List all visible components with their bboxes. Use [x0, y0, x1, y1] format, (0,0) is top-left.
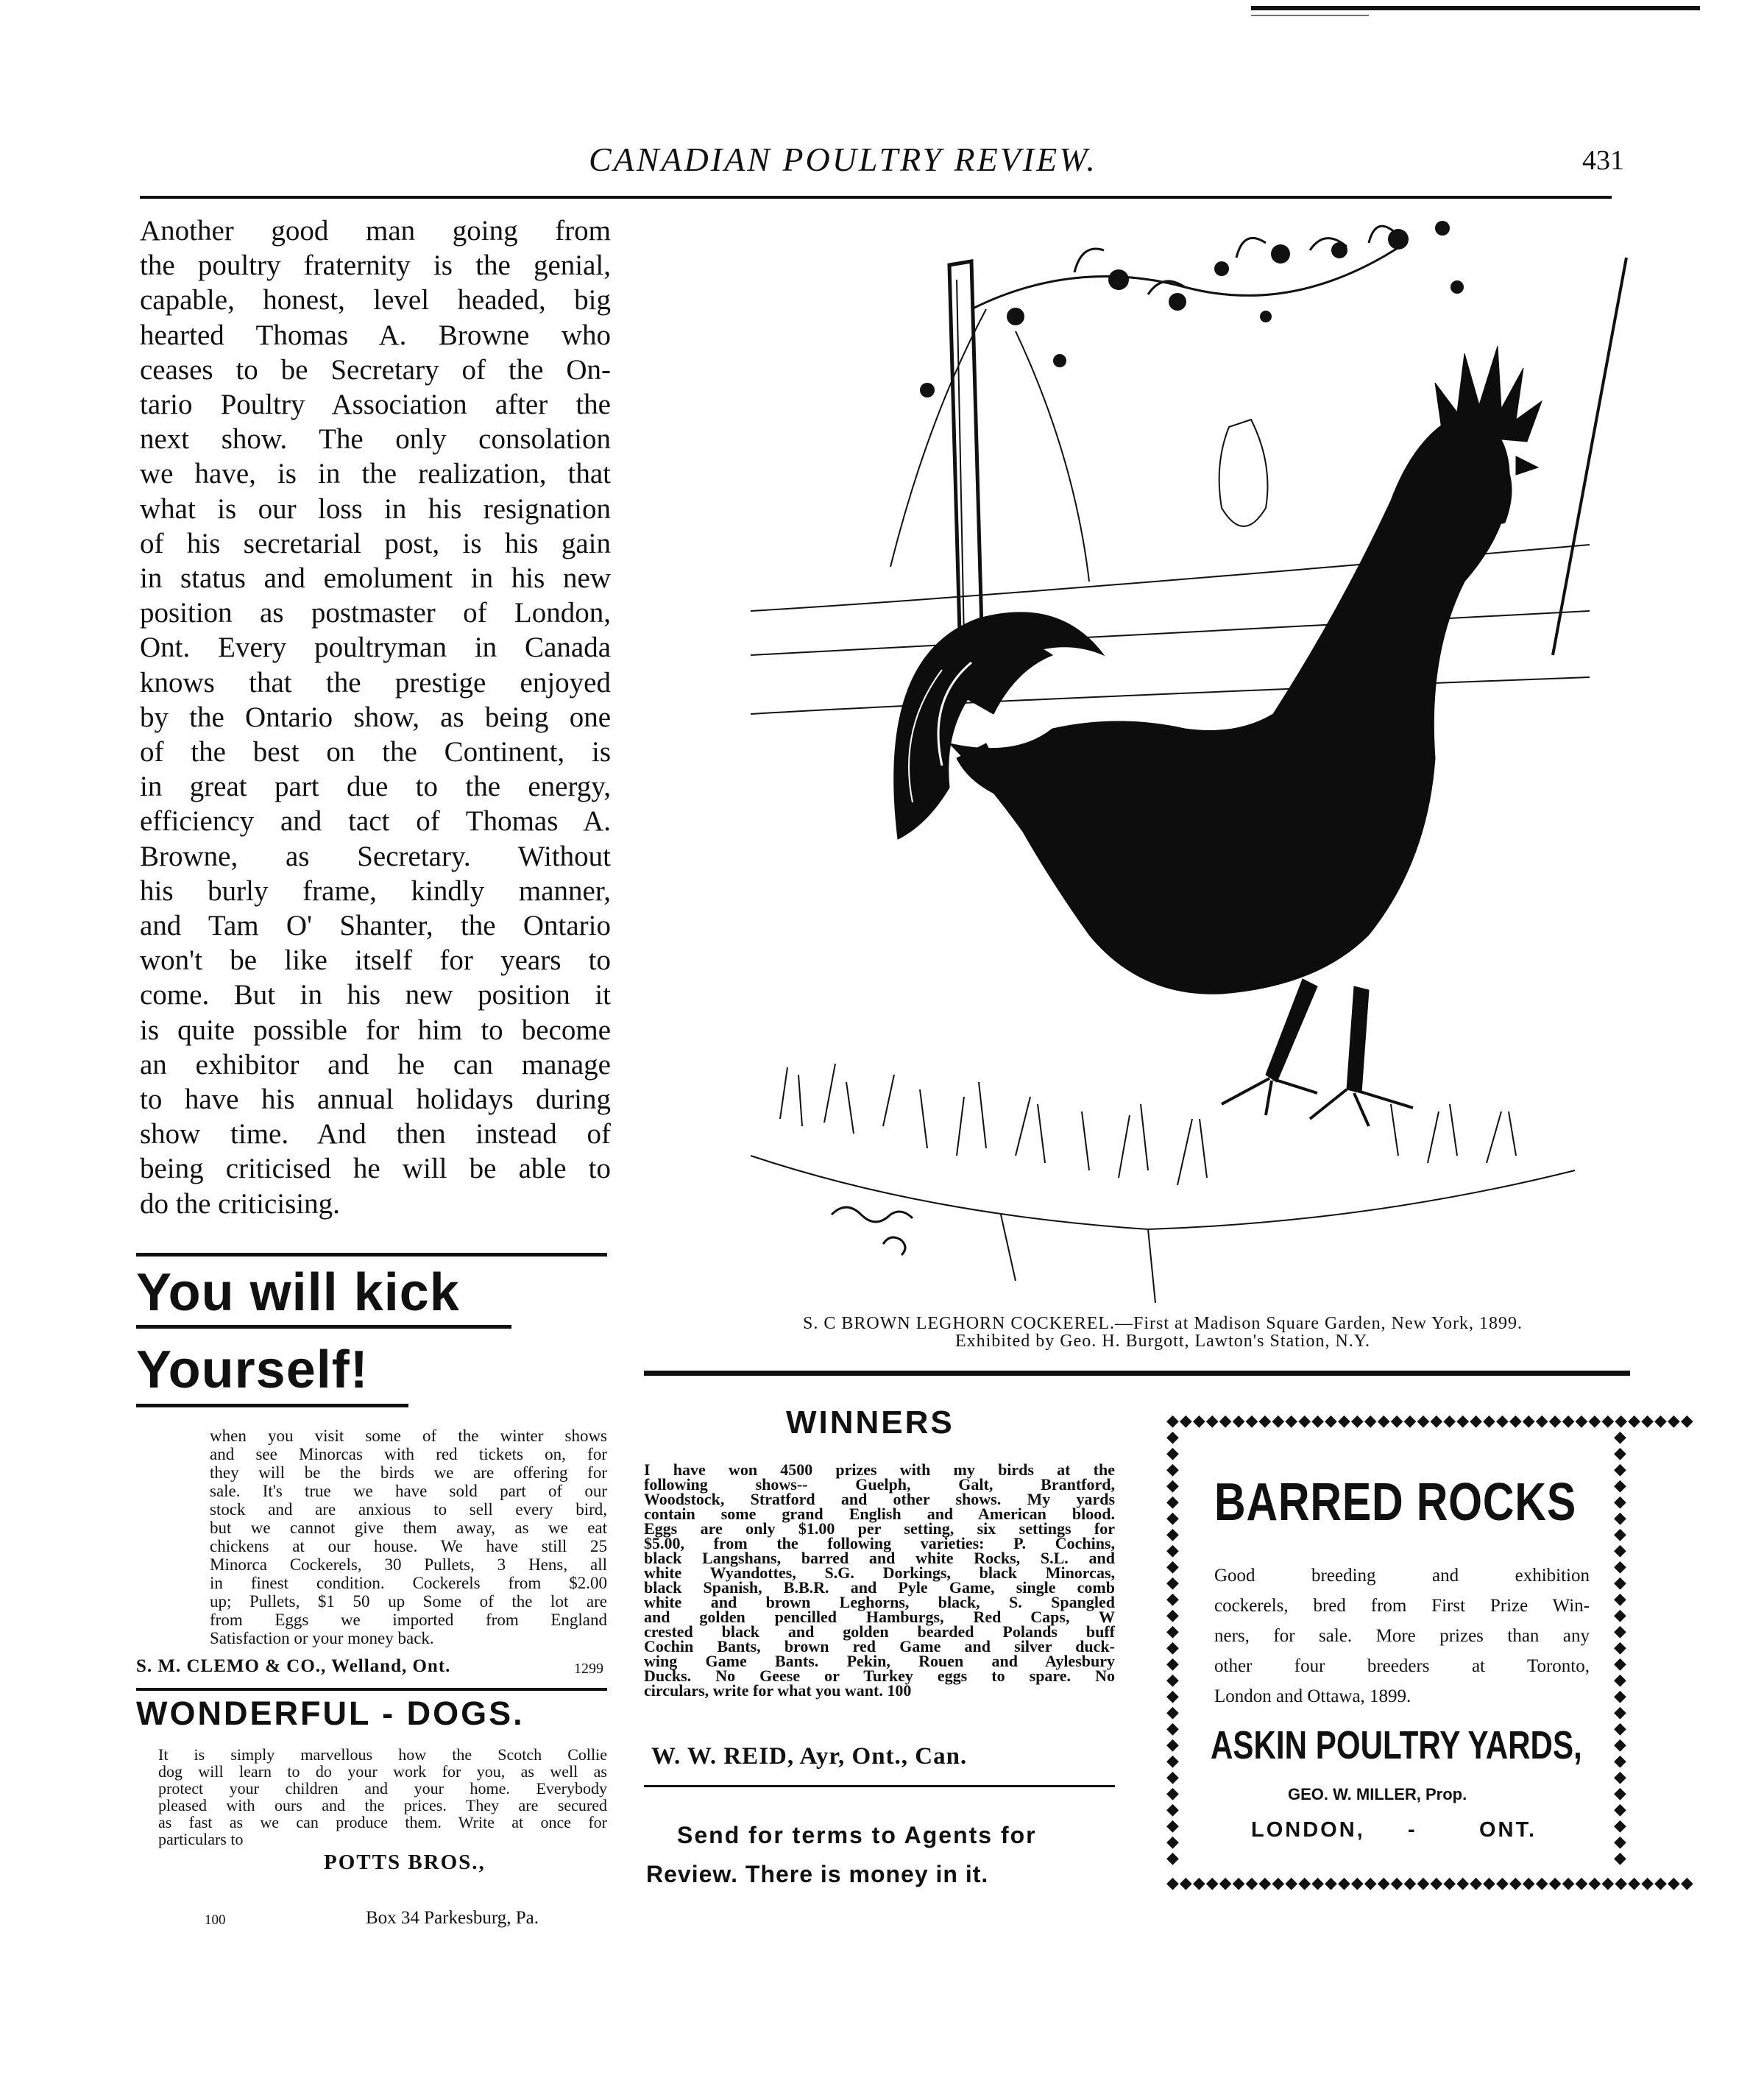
barred-ad-body: [1214, 1561, 1590, 1711]
dogs-ad-firm: POTTS BROS.,: [324, 1851, 486, 1874]
dogs-ad-body: [158, 1746, 607, 1848]
text-line: his burly frame, kindly manner,: [140, 874, 611, 907]
dogs-ad-address: Box 34 Parkesburg, Pa.: [366, 1908, 539, 1928]
text-line: black Spanish, B.B.R. and Pyle Game, single comb: [644, 1578, 1115, 1597]
text-line: next show. The only consolation: [140, 423, 611, 456]
text-line: protect your children and your home. Everybody: [158, 1779, 607, 1798]
barred-rocks-ad: [1166, 1412, 1694, 1893]
text-line: crested black and golden bearded Polands buff: [644, 1622, 1115, 1641]
page-number: 431: [1582, 145, 1624, 176]
text-line: do the criticising.: [140, 1187, 340, 1220]
barred-ad-prop: GEO. W. MILLER, Prop.: [1288, 1785, 1467, 1803]
diamond-border-top: ◆◆◆◆◆◆◆◆◆◆◆◆◆◆◆◆◆◆◆◆◆◆◆◆◆◆◆◆◆◆◆◆◆◆◆◆◆◆◆◆: [1166, 1412, 1694, 1430]
kick-ad-body: [210, 1427, 607, 1647]
text-line: and Tam O' Shanter, the Ontario: [140, 910, 611, 942]
dogs-ad-title: WONDERFUL - DOGS.: [136, 1694, 525, 1732]
text-line: the poultry fraternity is the genial,: [140, 250, 611, 282]
text-line: Ducks. No Geese or Turkey eggs to spare. No: [644, 1667, 1115, 1685]
ad-divider-rule: [644, 1785, 1115, 1787]
kick-ad-code: 1299: [574, 1661, 603, 1677]
text-line: London and Ottawa, 1899.: [1214, 1686, 1411, 1706]
text-line: other four breeders at Toronto,: [1214, 1656, 1590, 1676]
text-line: capable, honest, level headed, big: [140, 284, 611, 317]
text-line: in status and emolument in his new: [140, 562, 611, 595]
text-line: dog will learn to do your work for you, as well as: [158, 1762, 607, 1781]
text-line: is quite possible for him to become: [140, 1014, 611, 1046]
headline-underline: [136, 1404, 408, 1407]
text-line: of his secretarial post, is his gain: [140, 527, 611, 559]
agents-ad-line-1: Send for terms to Agents for: [677, 1822, 1037, 1848]
text-line: I have won 4500 prizes with my birds at the: [644, 1460, 1115, 1479]
text-line: Good breeding and exhibition: [1214, 1566, 1590, 1586]
text-line: and see Minorcas with red tickets on, for: [210, 1445, 607, 1463]
text-line: we have, is in the realization, that: [140, 458, 611, 490]
text-line: ners, for sale. More prizes than any: [1214, 1626, 1590, 1646]
barred-ad-province: ONT.: [1479, 1818, 1537, 1842]
text-line: It is simply marvellous how the Scotch Collie: [158, 1745, 607, 1764]
text-line: Browne, as Secretary. Without: [140, 840, 611, 872]
text-line: Another good man going from: [140, 215, 611, 247]
diamond-border-right: ◆ ◆ ◆ ◆ ◆ ◆ ◆ ◆ ◆ ◆ ◆ ◆ ◆ ◆ ◆ ◆ ◆ ◆ ◆ ◆ ◆ ◆ ◆ ◆ ◆ ◆ ◆: [1614, 1428, 1627, 1867]
text-line: and golden pencilled Hamburgs, Red Caps, W: [644, 1608, 1115, 1626]
text-line: position as postmaster of London,: [140, 597, 611, 629]
barred-ad-city: LONDON,: [1251, 1818, 1365, 1842]
section-rule: [644, 1371, 1630, 1376]
text-line: Minorca Cockerels, 30 Pullets, 3 Hens, all: [210, 1555, 607, 1574]
text-line: black Langshans, barred and white Rocks, S.L. and: [644, 1549, 1115, 1567]
text-line: by the Ontario show, as being one: [140, 701, 611, 733]
dogs-ad-code: 100: [205, 1912, 226, 1928]
illustration-caption-line-1: S. C BROWN LEGHORN COCKEREL.—First at Madison Square Garden, New York, 1899.: [803, 1314, 1523, 1333]
text-line: come. But in his new position it: [140, 979, 611, 1011]
text-line: Eggs are only $1.00 per setting, six settings for: [644, 1519, 1115, 1538]
diamond-border-left: ◆ ◆ ◆ ◆ ◆ ◆ ◆ ◆ ◆ ◆ ◆ ◆ ◆ ◆ ◆ ◆ ◆ ◆ ◆ ◆ ◆ ◆ ◆ ◆ ◆ ◆ ◆: [1166, 1428, 1180, 1867]
text-line: they will be the birds we are offering for: [210, 1463, 607, 1482]
text-line: but we cannot give them away, as we eat: [210, 1519, 607, 1537]
text-line: Ont. Every poultryman in Canada: [140, 632, 611, 664]
text-line: following shows-- Guelph, Galt, Brantford,: [644, 1475, 1115, 1494]
text-line: circulars, write for what you want. 100: [644, 1681, 912, 1700]
text-line: show time. And then instead of: [140, 1118, 611, 1151]
illustration-caption-line-2: Exhibited by Geo. H. Burgott, Lawton's Station, N.Y.: [954, 1332, 1371, 1351]
barred-ad-dash: -: [1408, 1818, 1415, 1842]
kick-ad-signature: S. M. CLEMO & CO., Welland, Ont.: [136, 1656, 451, 1676]
text-line: tario Poultry Association after the: [140, 389, 611, 421]
headline-underline: [136, 1325, 511, 1329]
text-line: hearted Thomas A. Browne who: [140, 319, 611, 351]
text-line: white and brown Leghorns, black, S. Spangled: [644, 1593, 1115, 1611]
text-line: wing Game Bants. Pekin, Rouen and Aylesbury: [644, 1652, 1115, 1670]
text-line: white Wyandottes, S.G. Dorkings, black Minorcas,: [644, 1563, 1115, 1582]
winners-ad-signature: W. W. REID, Ayr, Ont., Can.: [651, 1743, 968, 1770]
text-line: won't be like itself for years to: [140, 944, 611, 977]
text-line: stock and are anxious to sell every bird,: [210, 1500, 607, 1519]
text-line: pleased with ours and the prices. They are secured: [158, 1796, 607, 1814]
article-body: [140, 213, 611, 1221]
kick-ad-headline-2: Yourself!: [136, 1340, 369, 1399]
text-line: sale. It's true we have sold part of our: [210, 1482, 607, 1500]
text-line: in finest condition. Cockerels from $2.00: [210, 1574, 607, 1592]
diamond-border-bottom: ◆◆◆◆◆◆◆◆◆◆◆◆◆◆◆◆◆◆◆◆◆◆◆◆◆◆◆◆◆◆◆◆◆◆◆◆◆◆◆◆: [1166, 1874, 1694, 1893]
scan-edge-mark: [1251, 15, 1369, 16]
text-line: up; Pullets, $1 50 up Some of the lot are: [210, 1592, 607, 1611]
barred-ad-firm: ASKIN POULTRY YARDS,: [1211, 1723, 1582, 1767]
text-line: of the best on the Continent, is: [140, 736, 611, 768]
text-line: efficiency and tact of Thomas A.: [140, 805, 611, 838]
text-line: chickens at our house. We have still 25: [210, 1537, 607, 1555]
text-line: an exhibitor and he can manage: [140, 1048, 611, 1081]
ad-divider-rule: [136, 1688, 607, 1691]
rooster-illustration: [706, 199, 1619, 1310]
text-line: ceases to be Secretary of the On-: [140, 353, 611, 386]
kick-ad-headline-1: You will kick: [136, 1263, 460, 1322]
winners-ad-title: WINNERS: [786, 1404, 954, 1441]
text-line: in great part due to the energy,: [140, 771, 611, 803]
winners-ad-body: [644, 1460, 1115, 1700]
text-line: Woodstock, Stratford and other shows. My yards: [644, 1490, 1115, 1508]
text-line: being criticised he will be able to: [140, 1153, 611, 1185]
agents-ad-line-2: Review. There is money in it.: [646, 1861, 989, 1887]
barred-ad-title: BARRED ROCKS: [1214, 1473, 1577, 1532]
scan-edge-mark: [1251, 6, 1700, 10]
text-line: cockerels, bred from First Prize Win-: [1214, 1596, 1590, 1616]
text-line: what is our loss in his resignation: [140, 492, 611, 525]
ad-top-rule: [136, 1253, 607, 1257]
text-line: Satisfaction or your money back.: [210, 1629, 434, 1647]
text-line: from Eggs we imported from England: [210, 1611, 607, 1629]
text-line: to have his annual holidays during: [140, 1084, 611, 1116]
text-line: Cochin Bants, brown red Game and silver duck-: [644, 1637, 1115, 1655]
text-line: $5.00, from the following varieties: P. Cochins,: [644, 1534, 1115, 1552]
text-line: knows that the prestige enjoyed: [140, 666, 611, 699]
text-line: when you visit some of the winter shows: [210, 1427, 607, 1445]
text-line: particulars to: [158, 1830, 244, 1848]
text-line: contain some grand English and American blood.: [644, 1505, 1115, 1523]
text-line: as fast as we can produce them. Write at once for: [158, 1813, 607, 1831]
page-title: CANADIAN POULTRY REVIEW.: [589, 141, 1097, 178]
